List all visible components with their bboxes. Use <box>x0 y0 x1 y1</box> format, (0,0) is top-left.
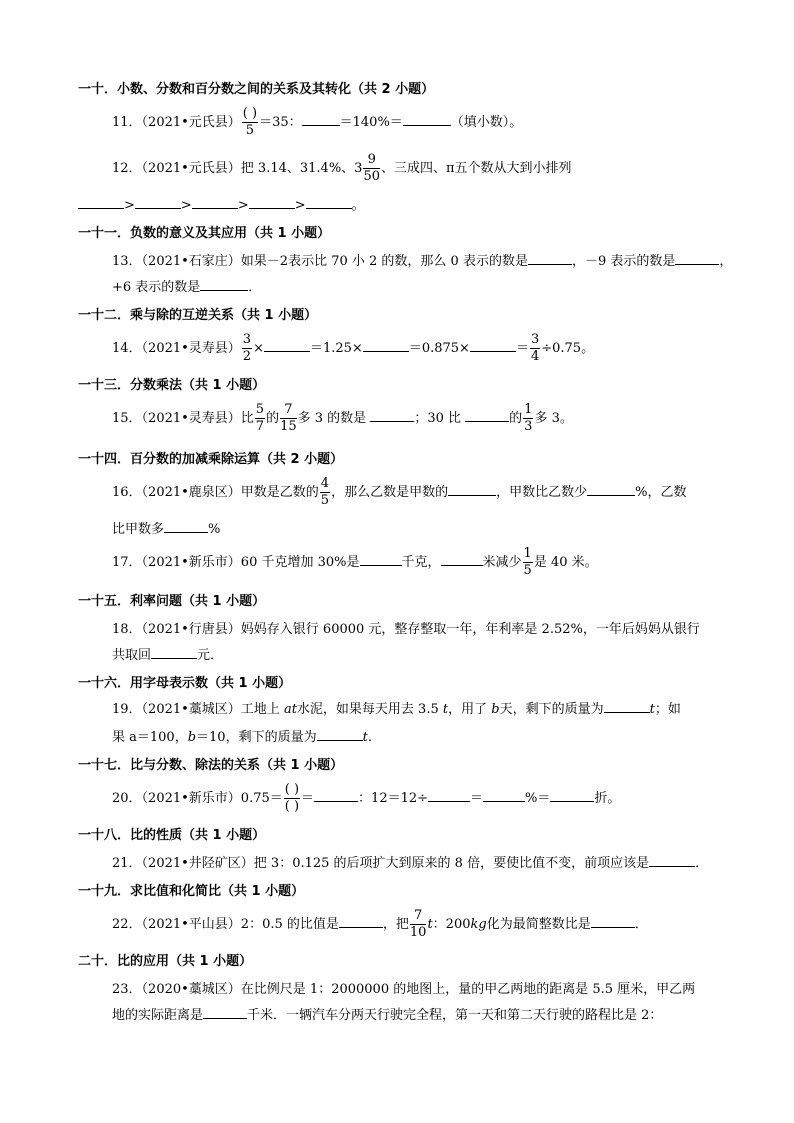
answer-blank[interactable] <box>448 483 496 496</box>
answer-blank[interactable] <box>604 700 650 713</box>
q12-answer-line <box>78 194 365 213</box>
section-heading: 一十六．用字母表示数（共 1 小题） <box>78 676 292 691</box>
q11-text: ＝140%＝ <box>339 115 403 130</box>
section-heading: 一十三．分数乘法（共 1 小题） <box>78 378 266 393</box>
q18-text: 共取回 <box>112 648 152 663</box>
q11-text: ＝35： <box>259 115 302 130</box>
question-21 <box>112 852 708 871</box>
numerator: 1 <box>523 546 532 561</box>
section-heading: 二十．比的应用（共 1 小题） <box>78 954 253 969</box>
section-heading: 一十一．负数的意义及其应用（共 1 小题） <box>78 226 331 241</box>
answer-blank[interactable] <box>306 196 352 209</box>
q20-text: ：12＝12÷ <box>358 791 429 806</box>
answer-blank[interactable] <box>649 854 695 867</box>
q20-text: ＝ <box>470 791 484 806</box>
section-heading: 一十八．比的性质（共 1 小题） <box>78 828 266 843</box>
variable: t <box>442 702 449 717</box>
q14-text: ＝1.25× <box>309 341 363 356</box>
denominator: 5 <box>245 123 255 138</box>
question-14 <box>112 332 594 365</box>
answer-blank[interactable] <box>528 252 572 265</box>
answer-blank[interactable] <box>360 553 402 566</box>
denominator: 7 <box>255 419 265 434</box>
section-heading: 一十九．求比值和化简比（共 1 小题） <box>78 884 305 899</box>
question-20 <box>112 782 620 815</box>
q17-text: 米减少 <box>482 555 522 570</box>
numerator: 9 <box>363 152 380 169</box>
q17-text: 是 40 米。 <box>533 555 598 570</box>
variable: t <box>427 917 433 932</box>
denominator: 5 <box>523 563 532 578</box>
q17-prefix: 17．（2021•新乐市）60 千克增加 30%是 <box>112 555 360 570</box>
numerator: 4 <box>320 476 330 491</box>
variable: b <box>491 702 500 717</box>
q11-prefix: 11．（2021•元氏县） <box>112 115 241 130</box>
question-19-line2 <box>112 726 372 745</box>
greater-than-sign: > <box>294 198 306 213</box>
answer-blank[interactable] <box>403 113 451 126</box>
q14-text: ÷0.75。 <box>541 341 595 356</box>
section-heading: 一十二．乘与除的互逆关系（共 1 小题） <box>78 308 318 323</box>
question-16-line2 <box>112 518 220 537</box>
q23-text: 千米．一辆汽车分两天行驶完全程，第一天和第二天行驶的路程比是 2： <box>247 1008 663 1023</box>
question-12 <box>112 152 572 185</box>
q13-text: ，－9 表示的数是 <box>571 254 676 269</box>
question-18-line2 <box>112 644 223 663</box>
fraction <box>523 402 533 435</box>
answer-blank[interactable] <box>441 553 483 566</box>
variable: t <box>649 702 655 717</box>
answer-blank[interactable] <box>302 113 340 126</box>
variable: b <box>187 730 197 745</box>
answer-blank[interactable] <box>339 915 383 928</box>
question-11 <box>112 106 522 139</box>
variable: t <box>362 730 368 745</box>
question-18: 18．（2021•行唐县）妈妈存入银行 60000 元，整存整取一年，年利率是 2.52%，一年后妈妈从银行 <box>112 622 700 637</box>
denominator: 2 <box>242 349 252 364</box>
question-13 <box>112 250 732 269</box>
denominator: 3 <box>524 419 533 434</box>
greater-than-sign: > <box>180 198 192 213</box>
answer-blank[interactable] <box>200 278 248 291</box>
q19-text: 水泥，如果每天用去 3.5 <box>296 702 439 717</box>
question-16 <box>112 476 686 509</box>
question-15 <box>112 402 573 435</box>
q13-text: 13．（2021•石家庄）如果－2表示比 70 小 2 的数，那么 0 表示的数是 <box>112 254 528 269</box>
q19-text: 天，剩下的质量为 <box>499 702 604 717</box>
q16-prefix: 16．（2021•鹿泉区）甲数是乙数的 <box>112 485 319 500</box>
section-heading: 一十七．比与分数、除法的关系（共 1 小题） <box>78 758 344 773</box>
q22-text: ，把 <box>382 917 409 932</box>
q22-text: 化为最简整数比是 <box>486 917 591 932</box>
q19-text: 19．（2021•藁城区）工地上 <box>112 702 280 717</box>
answer-blank[interactable] <box>470 339 516 352</box>
answer-blank[interactable] <box>314 789 358 802</box>
numerator: 1 <box>524 402 533 417</box>
answer-blank[interactable] <box>78 196 124 209</box>
q22-text: ：200 <box>432 917 471 932</box>
q13-text: +6 表示的数是 <box>112 280 201 295</box>
answer-blank[interactable] <box>363 339 409 352</box>
numerator: 5 <box>255 402 265 417</box>
q21-text: 21．（2021•井陉矿区）把 3：0.125 的后项扩大到原来的 8 倍，要使比值不变，前项应该是 <box>112 856 650 871</box>
question-13-line2 <box>112 276 261 295</box>
q21-text: ． <box>695 856 709 871</box>
q22-text: ． <box>634 917 648 932</box>
q18-text: 元． <box>197 648 224 663</box>
q19-text: ，用了 <box>448 702 488 717</box>
denominator: 4 <box>530 349 540 364</box>
q19-text: ；如 <box>654 702 681 717</box>
question-23: 23．（2020•藁城区）在比例尺是 1：2000000 的地图上，量的甲乙两地的距离是 5.5 厘米，甲乙两 <box>112 982 696 997</box>
fraction <box>242 106 258 139</box>
q22-prefix: 22．（2021•平山县）2：0.5 的比值是 <box>112 917 339 932</box>
answer-blank[interactable] <box>317 728 363 741</box>
q14-text: ＝ <box>515 341 529 356</box>
fraction <box>284 782 300 815</box>
numerator: ( ) <box>242 106 258 121</box>
fraction <box>320 476 330 509</box>
denominator: 15 <box>280 419 297 434</box>
greater-than-sign: > <box>237 198 249 213</box>
q16-text: %，乙数 <box>635 485 687 500</box>
q16-text: ，那么乙数是甲数的 <box>331 485 449 500</box>
section-heading: 一十．小数、分数和百分数之间的关系及其转化（共 2 小题） <box>78 82 435 97</box>
q15-text: 的 <box>509 411 523 426</box>
q20-text: 折。 <box>594 791 621 806</box>
answer-blank[interactable] <box>550 789 594 802</box>
q13-text: ， <box>719 254 733 269</box>
answer-blank[interactable] <box>370 409 414 422</box>
q20-prefix: 20．（2021•新乐市）0.75＝ <box>112 791 283 806</box>
fraction <box>410 908 427 941</box>
answer-blank[interactable] <box>192 196 238 209</box>
numerator: 7 <box>410 908 427 925</box>
fraction <box>280 402 297 435</box>
denominator: 10 <box>409 925 427 940</box>
q15-text: 多 3。 <box>534 411 573 426</box>
q19-text: 果 a＝100， <box>112 730 188 745</box>
unit: kg <box>470 917 487 932</box>
answer-blank[interactable] <box>203 1006 247 1019</box>
answer-blank[interactable] <box>249 196 295 209</box>
q19-text: ＝10，剩下的质量为 <box>196 730 317 745</box>
q11-text: （填小数）。 <box>450 115 523 130</box>
q16-text: ，甲数比乙数少 <box>496 485 588 500</box>
question-17 <box>112 546 598 579</box>
question-19 <box>112 698 681 717</box>
q12-prefix: 12．（2021•元氏县）把 3.14、31.4%、3 <box>112 161 363 176</box>
q23-text: 地的实际距离是 <box>112 1008 204 1023</box>
q20-text: ＝ <box>301 791 315 806</box>
answer-blank[interactable] <box>483 789 525 802</box>
q17-text: 千克， <box>401 555 441 570</box>
numerator: 7 <box>280 402 297 419</box>
denominator: 50 <box>363 169 380 184</box>
variable: at <box>283 702 297 717</box>
fraction <box>242 332 252 365</box>
question-22 <box>112 908 648 941</box>
denominator: 5 <box>320 493 330 508</box>
q15-text: ；30 比 <box>414 411 462 426</box>
answer-blank[interactable] <box>164 520 208 533</box>
q14-text: × <box>253 341 264 356</box>
numerator: 3 <box>242 332 252 347</box>
answer-blank[interactable] <box>587 483 635 496</box>
fraction <box>530 332 540 365</box>
section-heading: 一十四．百分数的加减乘除运算（共 2 小题） <box>78 452 344 467</box>
denominator: ( ) <box>284 799 300 814</box>
period: 。 <box>351 198 365 213</box>
answer-blank[interactable] <box>264 339 310 352</box>
q14-prefix: 14．（2021•灵寿县） <box>112 341 241 356</box>
numerator: ( ) <box>284 782 300 797</box>
q19-text: . <box>367 730 372 745</box>
q15-text: 多 3 的数是 <box>297 411 367 426</box>
question-23-line2 <box>112 1004 662 1023</box>
q12-text: 、三成四、π五个数从大到小排列 <box>381 161 572 176</box>
numerator: 3 <box>530 332 540 347</box>
fraction <box>363 152 380 185</box>
q15-prefix: 15．（2021•灵寿县）比 <box>112 411 254 426</box>
q16-text: % <box>208 522 221 537</box>
q15-text: 的 <box>266 411 280 426</box>
answer-blank[interactable] <box>151 646 197 659</box>
answer-blank[interactable] <box>428 789 470 802</box>
answer-blank[interactable] <box>135 196 181 209</box>
q14-text: ＝0.875× <box>408 341 470 356</box>
fraction <box>523 546 533 579</box>
greater-than-sign: > <box>124 198 135 213</box>
answer-blank[interactable] <box>591 915 635 928</box>
fraction <box>255 402 265 435</box>
answer-blank[interactable] <box>675 252 719 265</box>
q20-text: %＝ <box>525 791 551 806</box>
q16-text: 比甲数多 <box>112 522 165 537</box>
answer-blank[interactable] <box>465 409 509 422</box>
q13-text: ． <box>248 280 262 295</box>
section-heading: 一十五．利率问题（共 1 小题） <box>78 594 266 609</box>
